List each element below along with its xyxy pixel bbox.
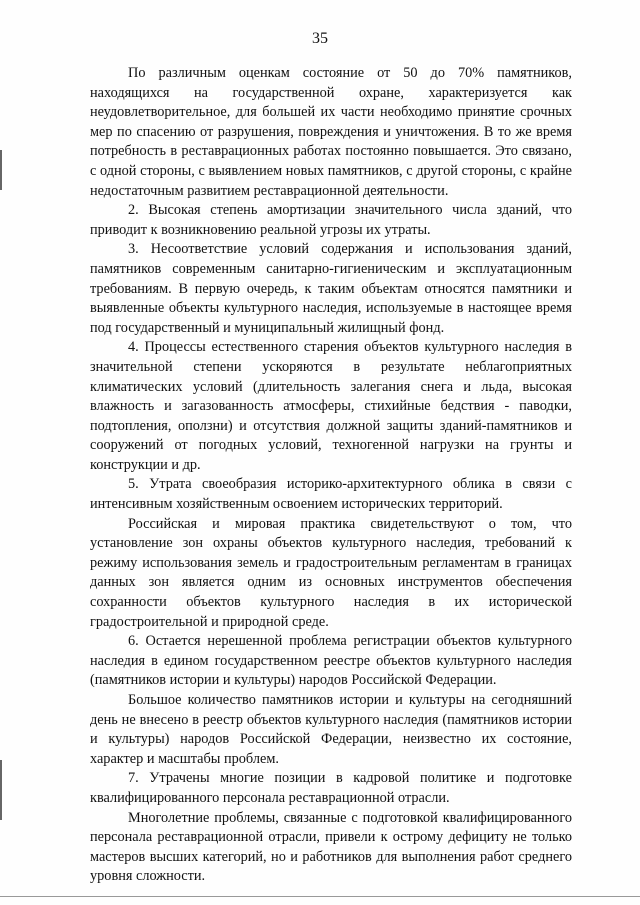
paragraph-registry: Большое количество памятников истории и культуры на сегодняшний день не внесено в реестр объектов культурного наследия (памятников истории и культуры) народов Российской Федерации, неизвестно их состояние, характер и масштабы проблем. (90, 692, 572, 767)
document-body (90, 64, 572, 887)
page-number: 35 (312, 30, 328, 47)
paragraph-item-3: 3. Несоответствие условий содержания и использования зданий, памятников современным санитарно-гигиеническим и эксплуатационным требованиям. В первую очередь, к таким объектам относятся памятники и выявленные объекты культурного наследия, используемые в настоящее время под государственный и муниципальный жилищный фонд. (90, 241, 572, 336)
paragraph-condition-estimates: По различным оценкам состояние от 50 до 70% памятников, находящихся на государственной охране, характеризуется как неудовлетворительное, для большей их части необходимо принятие срочных мер по спасению от разрушения, повреждения и уничтожения. В то же время потребность в реставрационных работах постоянно повышается. Это связано, с одной стороны, с выявлением новых памятников, с другой стороны, с крайне недостаточным развитием реставрационной деятельности. (90, 65, 572, 199)
paragraph-item-7: 7. Утрачены многие позиции в кадровой политике и подготовке квалифицированного персонала реставрационной отрасли. (90, 770, 572, 806)
paragraph-item-4: 4. Процессы естественного старения объектов культурного наследия в значительной степени ускоряются в результате неблагоприятных климатических условий (длительность залегания снега и льда, высокая влажность и загазованность атмосферы, стихийные бедствия - паводки, подтопления, оползни) и отсутствия должной защиты зданий-памятников и сооружений от погодных условий, техногенной нагрузки на грунты и конструкции и др. (90, 339, 572, 473)
paragraph-item-6: 6. Остается нерешенной проблема регистрации объектов культурного наследия в едином государственном реестре объектов культурного наследия (памятников истории и культуры) народов Российской Федерации. (90, 633, 572, 689)
paragraph-protection-zones: Российская и мировая практика свидетельствуют о том, что установление зон охраны объектов культурного наследия, требований к режиму использования земель и градостроительным регламентам в границах данных зон является одним из основных инструментов обеспечения сохранности объектов культурного наследия в их исторической градостроительной и природной среде. (90, 515, 572, 630)
paragraph-personnel: Многолетние проблемы, связанные с подготовкой квалифицированного персонала реставрационной отрасли, привели к острому дефициту не только мастеров высших категорий, но и работников для выполнения работ среднего уровня сложности. (90, 809, 572, 885)
scan-edge-mark (0, 150, 2, 190)
paragraph-item-5: 5. Утрата своеобразия историко-архитектурного облика в связи с интенсивным хозяйственным освоением исторических территорий. (90, 476, 572, 513)
scan-bottom-line (0, 896, 640, 897)
scan-edge-mark (0, 760, 2, 820)
paragraph-item-2: 2. Высокая степень амортизации значительного числа зданий, что приводит к возникновению реальной угрозы их утраты. (90, 202, 572, 238)
